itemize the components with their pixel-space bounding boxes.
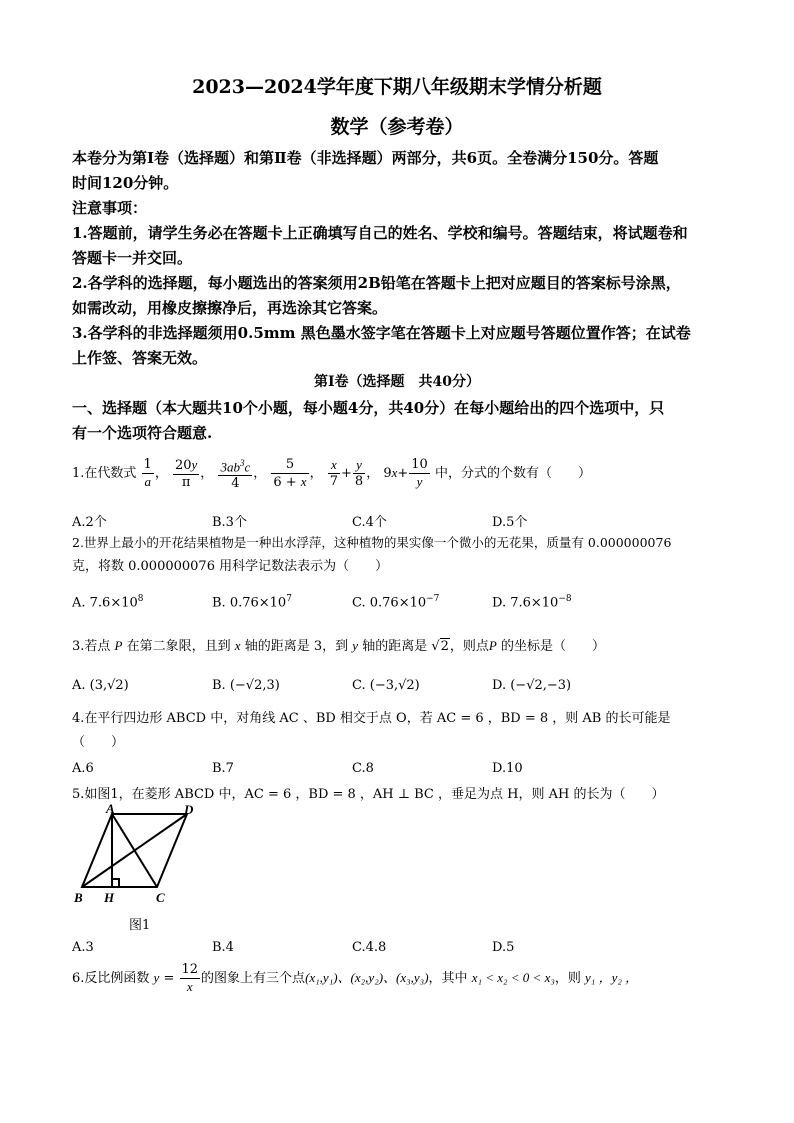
notice-3b: 上作签、答案无效。 [72, 349, 208, 367]
intro-line-2: 时间120分钟。 [72, 174, 179, 192]
notice-1b: 答题卡一并交回。 [72, 249, 193, 267]
section-title: 第Ⅰ卷（选择题 共40分） [313, 374, 481, 390]
q5-option-c: C.4.8 [352, 940, 387, 955]
q1-option-a: A.2个 [72, 515, 107, 530]
q1-prefix: 1.在代数式 [72, 466, 137, 482]
notice-title: 注意事项： [72, 199, 148, 217]
notice-2a: 2.各学科的选择题，每小题选出的答案须用2B铅笔在答题卡上把对应题目的答案标号涂黑， [72, 274, 681, 292]
q1-option-c: C.4个 [352, 515, 387, 530]
q4-option-c: C.8 [352, 761, 374, 776]
q4-option-d: D.10 [492, 761, 523, 776]
question-2-line-1: 2.世界上最小的开花结果植物是一种出水浮萍，这种植物的果实像一个微小的无花果，质量有 0.000000076 [72, 535, 672, 550]
question-5: 5.如图1，在菱形 ABCD 中，AC = 6 ，BD = 8 ，AH ⊥ BC ，垂足为点 H，则 AH 的长为（ ） [72, 787, 665, 802]
fig-label-d: D [184, 804, 194, 817]
q1-option-b: B.3个 [212, 515, 247, 530]
exam-title: 2023—2024学年度下期八年级期末学情分析题 [192, 76, 602, 98]
section-desc-1: 一、选择题（本大题共10个小题，每小题4分，共40分）在每小题给出的四个选项中，只 [72, 399, 665, 417]
notice-2b: 如需改动，用橡皮擦擦净后，再选涂其它答案。 [72, 299, 388, 317]
q2-option-b: B. $0.76\times 10^7$ [212, 594, 292, 611]
question-1: 1.在代数式 $\frac{1}{a}$ ， $\frac{20y}{\pi}$ ， $\frac{3ab^3c}{4}$ ， $\frac{5}{6 + x}$ ， $\frac{x}{7}$ + $\frac{y}{8}$ ， 9x+ $\frac{10}{y}$ 中，分式的个数有（ ） [72, 456, 591, 492]
exam-subtitle: 数学（参考卷） [330, 116, 464, 138]
q4-option-a: A.6 [72, 761, 94, 776]
q3-option-b: B. (−√2,3) [212, 678, 280, 693]
q5-option-b: B.4 [212, 940, 234, 955]
figure-caption: 图1 [129, 918, 151, 933]
fig-label-b: B [74, 890, 83, 905]
rhombus-figure [72, 804, 212, 914]
expr-10-over-y: $\frac{10}{y}$ [411, 457, 428, 490]
expr-x-over-7: $\frac{x}{7}$ [329, 457, 338, 490]
q1-option-d: D.5个 [492, 515, 528, 530]
q2-option-d: D. $7.6\times 10^{-8}$ [492, 594, 572, 611]
q5-option-d: D.5 [492, 940, 515, 955]
q5-option-a: A.3 [72, 940, 94, 955]
q2-option-c: C. $0.76\times 10^{-7}$ [352, 594, 440, 611]
q3-option-a: A. (3,√2) [72, 678, 129, 693]
question-6: 6.反比例函数 y = $\frac{12}{x}$ 的图象上有三个点(x₁,y₁)、(x₂,y₂)、(x₃,y₃)，其中 x₁ < x₂ < 0 < x₃，则 y₁ ，y₂ ， [72, 962, 639, 994]
notice-1a: 1.答题前，请学生务必在答题卡上正确填写自己的姓名、学校和编号。答题结束，将试题卷和 [72, 224, 688, 242]
fig-label-h: H [104, 890, 115, 905]
notice-3a: 3.各学科的非选择题须用0.5mm 黑色墨水签字笔在答题卡上对应题号答题位置作答；在试卷 [72, 324, 691, 342]
q2-option-a: A. $7.6\times 10^8$ [72, 594, 144, 611]
fig-label-a: A [106, 804, 115, 816]
question-2-line-2: 克，将数 0.000000076 用科学记数法表示为（ ） [72, 559, 389, 574]
expr-5-over-6plusx: $\frac{5}{6 + x}$ [273, 456, 307, 490]
expr-1-over-a: $\frac{1}{a}$ [143, 457, 152, 490]
expr-12-over-x: $\frac{12}{x}$ [181, 962, 199, 994]
expr-20y-over-pi: $\frac{20y}{\pi}$ [174, 456, 198, 490]
q1-suffix: 中，分式的个数有（ ） [434, 466, 591, 482]
expr-3ab3c-over-4: $\frac{3ab^3c}{4}$ [218, 455, 252, 492]
expr-y-over-8: $\frac{y}{8}$ [354, 457, 364, 490]
question-4-line-1: 4.在平行四边形 ABCD 中，对角线 AC 、BD 相交于点 O，若 AC = 6 ，BD = 8 ，则 AB 的长可能是 [72, 711, 671, 726]
q4-option-b: B.7 [212, 761, 234, 776]
question-3: 3.若点 P 在第二象限，且到 x 轴的距离是 3，到 y 轴的距离是 √2，则点P 的坐标是（ ） [72, 638, 606, 654]
fig-label-c: C [156, 890, 165, 905]
q3-option-d: D. (−√2,−3) [492, 678, 572, 693]
q3-option-c: C. (−3,√2) [352, 678, 420, 693]
question-4-line-2: （ ） [72, 735, 125, 750]
intro-line-1: 本卷分为第Ⅰ卷（选择题）和第Ⅱ卷（非选择题）两部分，共6页。全卷满分150分。答题 [72, 149, 659, 167]
section-desc-2: 有一个选项符合题意. [72, 424, 213, 442]
